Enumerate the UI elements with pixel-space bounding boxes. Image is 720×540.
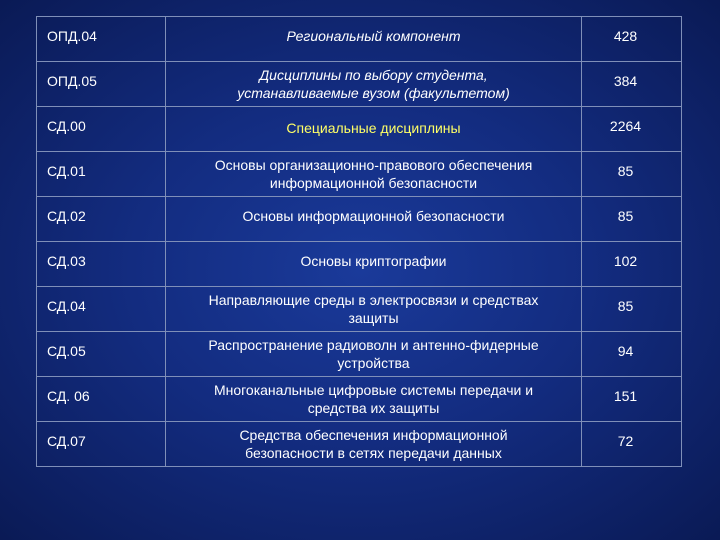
row-code-cell: СД.01 [37, 152, 166, 197]
row-hours-cell: 85 [582, 197, 682, 242]
row-name-cell: Основы организационно-правового обеспечения информационной безопасности [166, 152, 582, 197]
row-name-cell: Направляющие среды в электросвязи и средствах защиты [166, 287, 582, 332]
table-row [37, 197, 682, 242]
row-hours-cell: 428 [582, 17, 682, 62]
curriculum-table [36, 16, 682, 467]
table-row [37, 152, 682, 197]
row-code-cell: СД.05 [37, 332, 166, 377]
row-code-cell: СД.02 [37, 197, 166, 242]
row-name-cell: Основы криптографии [166, 242, 582, 287]
row-code-cell: СД.04 [37, 287, 166, 332]
row-name-cell: Дисциплины по выбору студента, устанавливаемые вузом (факультетом) [166, 62, 582, 107]
table-row [37, 287, 682, 332]
row-code-cell: ОПД.04 [37, 17, 166, 62]
row-code-cell: СД.00 [37, 107, 166, 152]
row-name-cell: Распространение радиоволн и антенно-фидерные устройства [166, 332, 582, 377]
table-row [37, 377, 682, 422]
row-hours-cell: 102 [582, 242, 682, 287]
row-name-cell: Региональный компонент [166, 17, 582, 62]
row-code-cell: СД. 06 [37, 377, 166, 422]
row-hours-cell: 384 [582, 62, 682, 107]
table-row [37, 107, 682, 152]
table-row [37, 332, 682, 377]
table-row [37, 242, 682, 287]
table-row [37, 62, 682, 107]
row-name-cell: Специальные дисциплины [166, 107, 582, 152]
row-hours-cell: 85 [582, 287, 682, 332]
row-hours-cell: 85 [582, 152, 682, 197]
table-row [37, 422, 682, 467]
table-row [37, 17, 682, 62]
row-name-cell: Средства обеспечения информационной безопасности в сетях передачи данных [166, 422, 582, 467]
curriculum-table-body [37, 17, 682, 467]
row-name-cell: Многоканальные цифровые системы передачи и средства их защиты [166, 377, 582, 422]
row-code-cell: ОПД.05 [37, 62, 166, 107]
row-hours-cell: 94 [582, 332, 682, 377]
row-name-cell: Основы информационной безопасности [166, 197, 582, 242]
row-hours-cell: 72 [582, 422, 682, 467]
row-code-cell: СД.07 [37, 422, 166, 467]
row-hours-cell: 2264 [582, 107, 682, 152]
row-hours-cell: 151 [582, 377, 682, 422]
row-code-cell: СД.03 [37, 242, 166, 287]
